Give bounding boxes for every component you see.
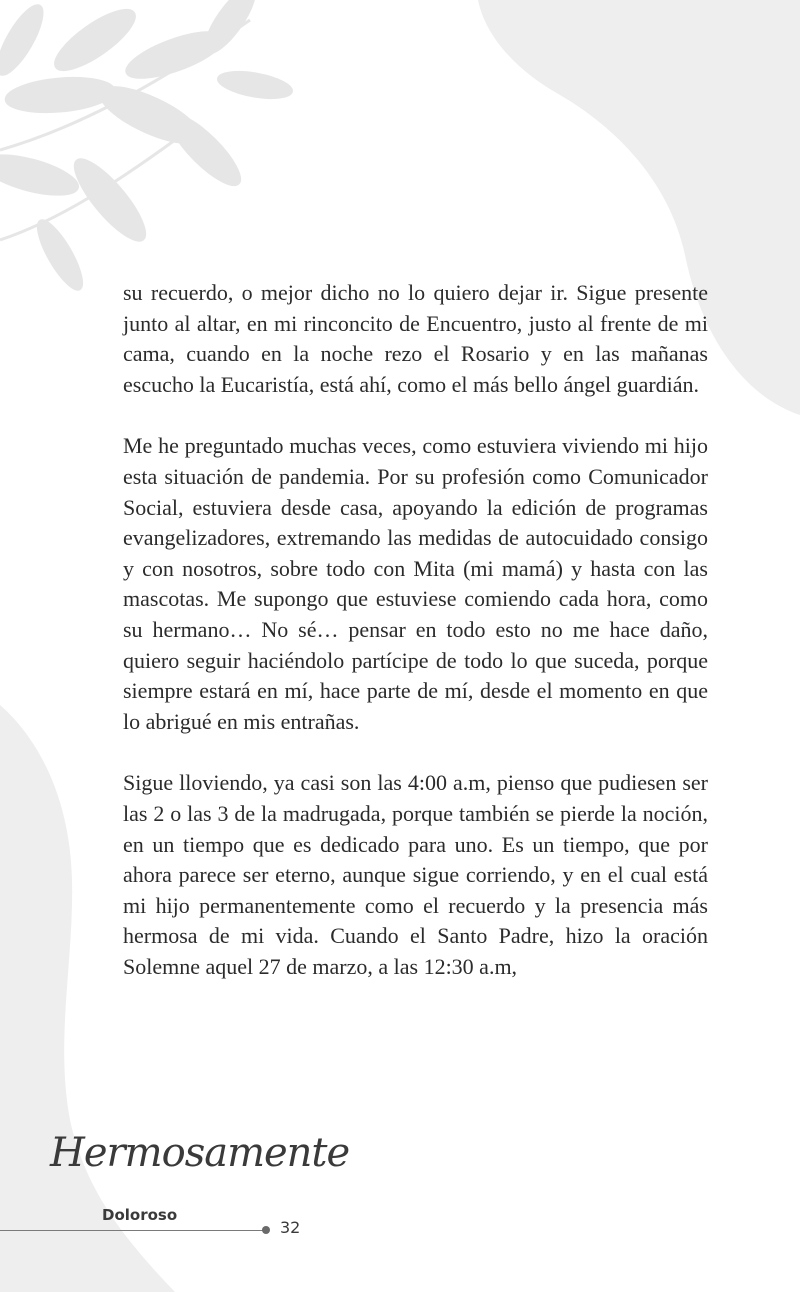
body-text: [123, 278, 708, 1013]
logo-subtitle: Doloroso: [102, 1206, 178, 1224]
logo-script-text: Hermosamente: [50, 1130, 350, 1176]
footer-dot: [262, 1226, 270, 1234]
paragraph: Sigue lloviendo, ya casi son las 4:00 a.m, pienso que pudiesen ser las 2 o las 3 de la madrugada, porque también se pierde la noción, en un tiempo que es dedicado para uno. Es un tiempo, que por ahora parece ser eterno, aunque sigue corriendo, y en el cual está mi hijo permanentemente como el recuerdo y la presencia más hermosa de mi vida. Cuando el Santo Padre, hizo la oración Solemne aquel 27 de marzo, a las 12:30 a.m,: [123, 770, 708, 979]
leaf-branch-icon: [0, 0, 295, 296]
page-number: 32: [280, 1218, 301, 1237]
paragraph: Me he preguntado muchas veces, como estuviera viviendo mi hijo esta situación de pandemia. Por su profesión como Comunicador Social, estuviera desde casa, apoyando la edición de programas evangelizadores, extremando las medidas de autocuidado consigo y con nosotros, sobre todo con Mita (mi mamá) y hasta con las mascotas. Me supongo que estuviese comiendo cada hora, como su hermano… No sé… pensar en todo esto no me hace daño, quiero seguir haciéndolo partícipe de todo lo que suceda, porque siempre estará en mí, hace parte de mí, desde el momento en que lo abrigué en mis entrañas.: [123, 433, 708, 734]
footer-divider: [0, 1230, 265, 1231]
paragraph: su recuerdo, o mejor dicho no lo quiero dejar ir. Sigue presente junto al altar, en mi rinconcito de Encuentro, justo al frente de mi cama, cuando en la noche rezo el Rosario y en las mañanas escucho la Eucaristía, está ahí, como el más bello ángel guardián.: [123, 280, 708, 397]
book-logo: [50, 1130, 350, 1240]
